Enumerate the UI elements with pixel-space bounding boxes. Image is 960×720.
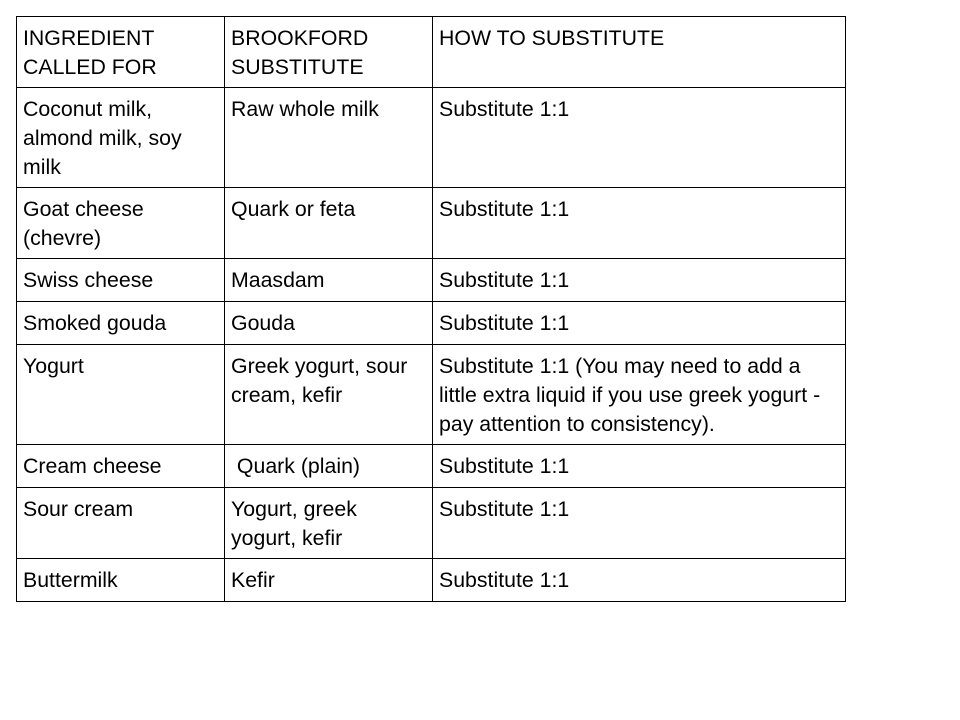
ingredient-cell: Goat cheese (chevre) (17, 188, 225, 259)
substitution-table (16, 16, 846, 602)
ingredient-cell: Sour cream (17, 488, 225, 559)
header-ingredient: INGREDIENT CALLED FOR (17, 17, 225, 88)
table-row (17, 345, 846, 445)
how-cell: Substitute 1:1 (433, 88, 846, 188)
substitute-cell: Gouda (225, 302, 433, 345)
table-row (17, 559, 846, 602)
substitute-cell: Quark (plain) (225, 445, 433, 488)
substitute-cell: Kefir (225, 559, 433, 602)
how-cell: Substitute 1:1 (433, 559, 846, 602)
table-row (17, 302, 846, 345)
ingredient-cell: Cream cheese (17, 445, 225, 488)
ingredient-cell: Coconut milk, almond milk, soy milk (17, 88, 225, 188)
ingredient-cell: Yogurt (17, 345, 225, 445)
substitute-cell: Quark or feta (225, 188, 433, 259)
substitute-cell: Greek yogurt, sour cream, kefir (225, 345, 433, 445)
how-cell: Substitute 1:1 (433, 188, 846, 259)
table-row (17, 88, 846, 188)
how-cell: Substitute 1:1 (433, 302, 846, 345)
substitute-cell: Maasdam (225, 259, 433, 302)
table-header-row (17, 17, 846, 88)
substitute-cell: Yogurt, greek yogurt, kefir (225, 488, 433, 559)
how-cell: Substitute 1:1 (433, 488, 846, 559)
table-row (17, 488, 846, 559)
table-row (17, 445, 846, 488)
ingredient-cell: Smoked gouda (17, 302, 225, 345)
table-row (17, 259, 846, 302)
how-cell: Substitute 1:1 (433, 445, 846, 488)
how-cell: Substitute 1:1 (You may need to add a little extra liquid if you use greek yogurt - pay attention to consistency). (433, 345, 846, 445)
header-substitute: BROOKFORD SUBSTITUTE (225, 17, 433, 88)
how-cell: Substitute 1:1 (433, 259, 846, 302)
ingredient-cell: Swiss cheese (17, 259, 225, 302)
ingredient-cell: Buttermilk (17, 559, 225, 602)
header-how-to-substitute: HOW TO SUBSTITUTE (433, 17, 846, 88)
substitute-cell: Raw whole milk (225, 88, 433, 188)
table-row (17, 188, 846, 259)
